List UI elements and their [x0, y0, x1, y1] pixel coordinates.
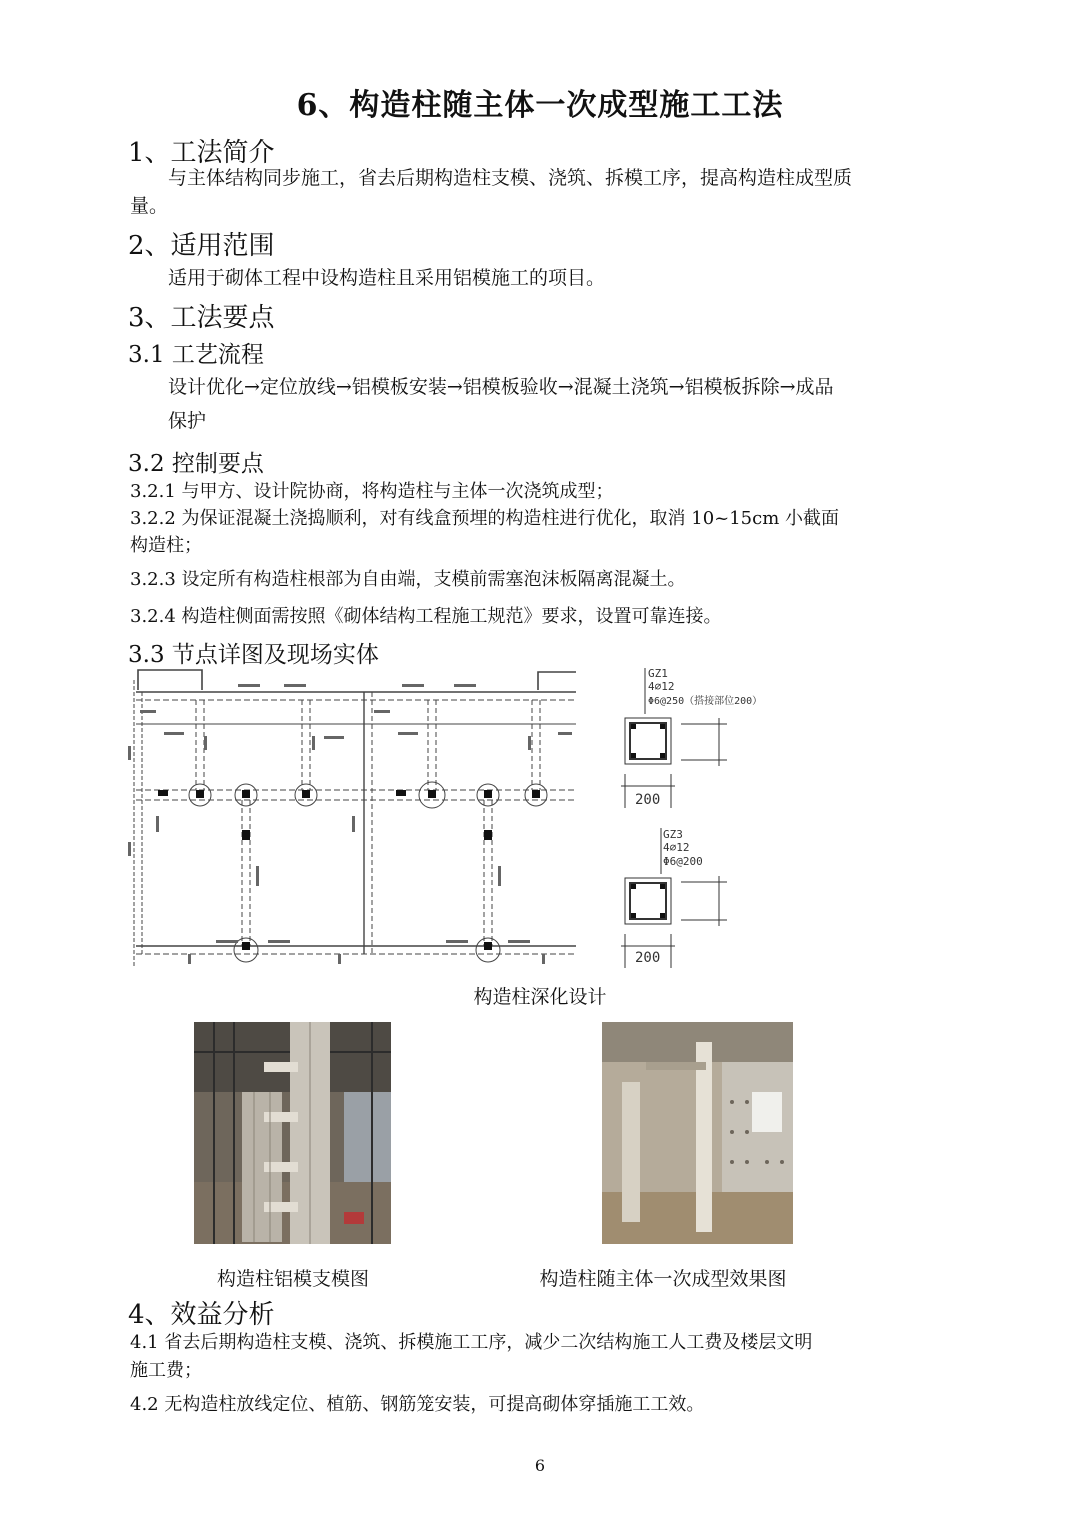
- control-point-1: 3.2.1 与甲方、设计院协商，将构造柱与主体一次浇筑成型；: [130, 481, 614, 502]
- process-flow-line2: 保护: [168, 410, 207, 432]
- section-3-1-heading: 3.1 工艺流程: [128, 342, 264, 368]
- finished-column-photo: [602, 1022, 793, 1244]
- section-3-3-heading: 3.3 节点详图及现场实体: [128, 642, 379, 668]
- caption-finished-photo: 构造柱随主体一次成型效果图: [539, 1268, 787, 1290]
- control-point-4: 3.2.4 构造柱侧面需按照《砌体结构工程施工规范》要求，设置可靠连接。: [130, 606, 722, 627]
- page-number: 6: [534, 1456, 546, 1475]
- gz3-bar-label: 4⌀12: [663, 841, 690, 854]
- control-point-2-line1: 3.2.2 为保证混凝土浇捣顺利，对有线盒预埋的构造柱进行优化，取消 10~15cm 小截面: [130, 508, 840, 529]
- caption-formwork-photo: 构造柱铝模支模图: [216, 1268, 369, 1290]
- control-point-2-line2: 构造柱；: [130, 535, 202, 556]
- caption-design-drawing: 构造柱深化设计: [473, 986, 607, 1008]
- gz1-dimension-label: 200: [635, 792, 661, 808]
- section-1-para-line2: 量。: [130, 195, 169, 217]
- section-2-para: 适用于砌体工程中设构造柱且采用铝模施工的项目。: [168, 267, 606, 289]
- benefit-1-line1: 4.1 省去后期构造柱支模、浇筑、拆模施工工序，减少二次结构施工人工费及楼层文明: [130, 1332, 813, 1353]
- section-2-heading: 2、适用范围: [128, 231, 275, 261]
- formwork-photo: [194, 1022, 391, 1244]
- section-1-para-line1: 与主体结构同步施工，省去后期构造柱支模、浇筑、拆模工序，提高构造柱成型质: [168, 167, 853, 189]
- control-point-3: 3.2.3 设定所有构造柱根部为自由端，支模前需塞泡沫板隔离混凝土。: [130, 569, 686, 590]
- gz3-dimension-label: 200: [635, 950, 661, 966]
- page-title: 6、构造柱随主体一次成型施工工法: [296, 88, 784, 123]
- gz1-bar-label: 4⌀12: [648, 680, 675, 693]
- cad-floor-plan-drawing: [128, 666, 576, 968]
- gz1-stirrup-label: Φ6@250（搭接部位200）: [648, 696, 763, 707]
- section-3-2-heading: 3.2 控制要点: [128, 451, 264, 477]
- benefit-1-line2: 施工费；: [130, 1360, 202, 1381]
- gz1-name-label: GZ1: [648, 667, 668, 680]
- section-1-heading: 1、工法简介: [128, 138, 275, 168]
- gz3-stirrup-label: Φ6@200: [663, 855, 703, 868]
- benefit-2: 4.2 无构造柱放线定位、植筋、钢筋笼安装，可提高砌体穿插施工工效。: [130, 1394, 705, 1415]
- section-3-heading: 3、工法要点: [128, 303, 275, 333]
- column-section-details: [615, 666, 763, 976]
- gz3-name-label: GZ3: [663, 828, 683, 841]
- process-flow-line1: 设计优化→定位放线→铝模板安装→铝模板验收→混凝土浇筑→铝模板拆除→成品: [168, 376, 834, 398]
- section-4-heading: 4、效益分析: [128, 1300, 275, 1330]
